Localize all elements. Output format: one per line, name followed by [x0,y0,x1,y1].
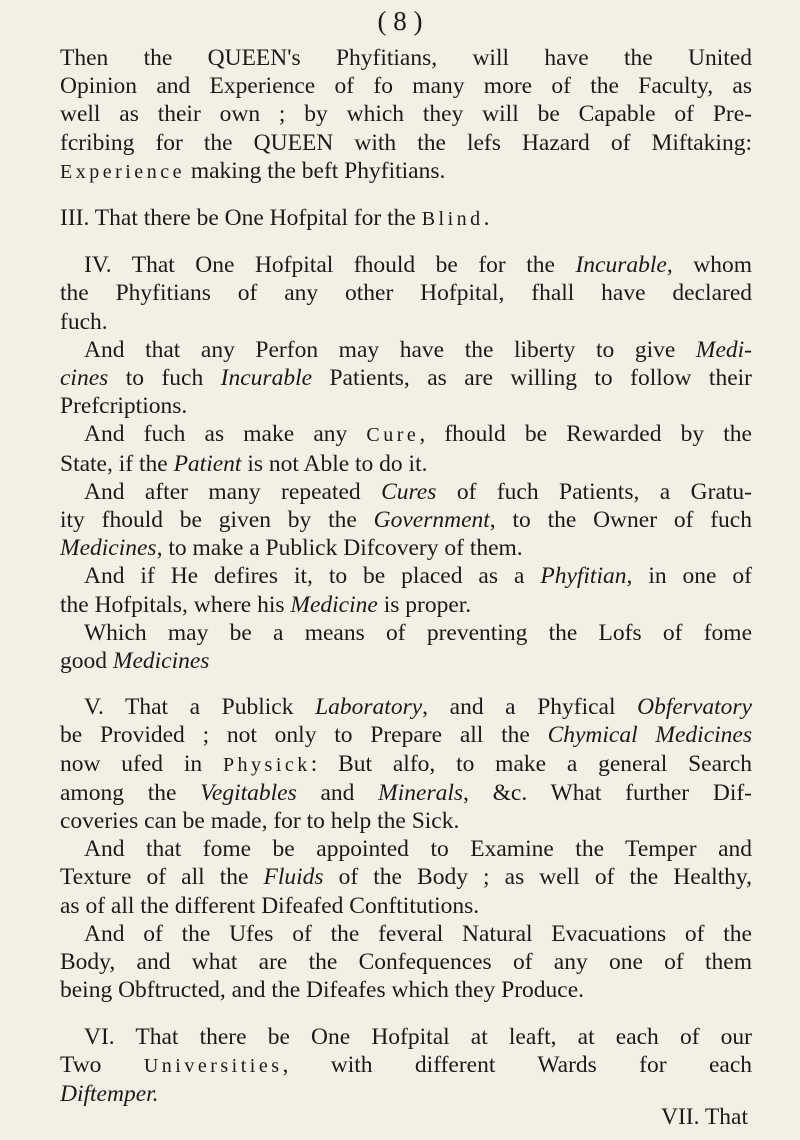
text-line: fcribing for the QUEEN with the lefs Hazard of Miftaking: [60,129,752,156]
text-line: cines to fuch Incurable Patients, as are willing to follow their [60,365,752,392]
text-line: being Obftructed, and the Difeafes which they Produce. [60,977,584,1004]
text-line: IV. That One Hofpital fhould be for the Incurable, whom [84,252,752,279]
text-line: And that any Perfon may have the liberty to give Medi- [84,336,752,363]
paragraph-gap [60,675,752,693]
catchword: VII. That [660,1104,748,1130]
text-line: as of all the different Difeafed Conftitutions. [60,892,480,919]
body-text [60,44,752,1108]
text-line: State, if the Patient is not Able to do it. [60,450,428,477]
text-line: Body, and what are the Confequences of any one of them [60,949,752,976]
text-line: V. That a Publick Laboratory, and a Phyfical Obfervatory [84,694,752,721]
text-line: Then the QUEEN's Phyfitians, will have the United [60,45,752,71]
text-line: the Hofpitals, where his Medicine is proper. [60,591,472,618]
text-line: be Provided ; not only to Prepare all the Chymical Medicines [60,722,752,749]
paragraph-gap [60,233,752,251]
text-line: now ufed in Physick: But alfo, to make a general Search [60,750,752,777]
text-line: Texture of all the Fluids of the Body ; as well of the Healthy, [60,864,752,891]
paragraph-gap [60,186,752,204]
text-line: And that fome be appointed to Examine the Temper and [84,836,752,863]
text-line: among the Vegitables and Minerals, &c. What further Dif- [60,779,752,806]
text-line: And if He defires it, to be placed as a Phyfitian, in one of [84,563,752,590]
page-number: ( 8 ) [377,6,423,36]
text-line: III. That there be One Hofpital for the Blind. [60,205,490,232]
text-line: Which may be a means of preventing the Lofs of fome [84,619,752,646]
text-line: VI. That there be One Hofpital at leaft, at each of our [84,1023,752,1050]
text-line: And fuch as make any Cure, fhould be Rewarded by the [84,421,752,448]
text-line: And of the Ufes of the feveral Natural Evacuations of the [84,920,752,947]
text-line: good Medicines [60,648,210,675]
text-line: ity fhould be given by the Government, to the Owner of fuch [60,507,752,534]
paragraph-gap [60,1005,752,1023]
text-line: well as their own ; by which they will be Capable of Pre- [60,101,752,128]
text-line: fuch. [60,308,108,335]
text-line: coveries can be made, for to help the Sick. [60,808,460,835]
text-line: And after many repeated Cures of fuch Patients, a Gratu- [84,478,752,505]
text-line: Diftemper. [60,1080,159,1107]
text-line: Opinion and Experience of fo many more of the Faculty, as [60,73,752,100]
text-line: Experience making the beft Phyfitians. [60,157,446,184]
text-line: the Phyfitians of any other Hofpital, fhall have declared [60,280,752,307]
text-line: Prefcriptions. [60,393,188,420]
text-line: Medicines, to make a Publick Difcovery of them. [60,535,523,562]
text-line: Two Universities, with different Wards for each [60,1051,752,1078]
